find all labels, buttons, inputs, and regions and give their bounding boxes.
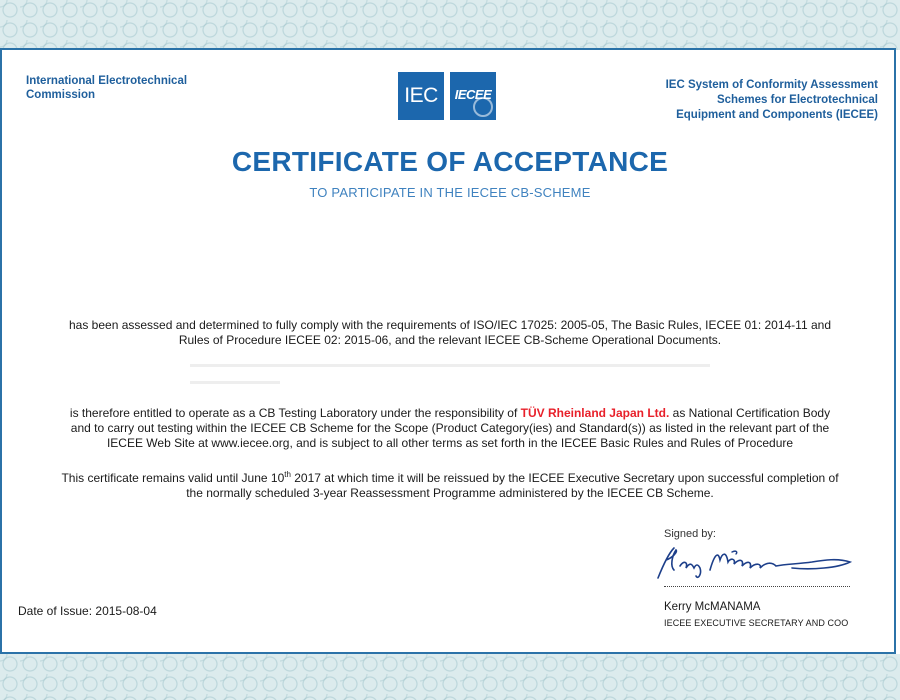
entitlement-line-1 [20,406,880,421]
validity-line-2: the normally scheduled 3-year Reassessment Programme administered by the IECEE CB Scheme. [186,486,714,500]
compliance-line-2: Rules of Procedure IECEE 02: 2015-06, and the relevant IECEE CB-Scheme Operational Documents. [178,333,722,347]
guilloche-border-top [0,0,900,50]
org-right-line-3: Equipment and Components (IECEE) [676,109,878,121]
issue-date-value: 2015-08-04 [95,604,157,618]
org-right-line-2: Schemes for Electrotechnical [716,94,878,106]
iecee-logo [450,72,496,120]
signature-line [664,586,850,587]
org-left-name [26,74,226,102]
org-left-line-1: International Electrotechnical [26,75,188,87]
entitlement-line-3: IECEE Web Site at www.iecee.org, and is subject to all other terms as set forth in the IECEE Basic Rules and Rules of Procedure [106,436,794,450]
validity-line-1-end: 2017 at which time it will be reissued by the IECEE Executive Secretary upon successful completion of [290,471,839,485]
org-right-name [618,78,878,123]
redacted-line [190,364,710,367]
certificate-title: CERTIFICATE OF ACCEPTANCE [231,146,669,177]
national-certification-body: TÜV Rheinland Japan Ltd. [520,406,670,420]
signed-by-label: Signed by: [664,528,716,540]
entitlement-line-1-end: as National Certification Body [669,406,831,420]
entitlement-line-2: and to carry out testing within the IECEE CB Scheme for the Scope (Product Category(ies) and Standard(s)) as listed in the relevant part of the [70,421,830,435]
iec-logo-text: IEC [404,84,438,107]
entitlement-paragraph [20,406,880,451]
date-of-issue [18,604,157,618]
entitlement-line-1-start: is therefore entitled to operate as a CB Testing Laboratory under the responsibility of [69,406,521,420]
iec-logo [398,72,444,120]
validity-line-1-start: This certificate remains valid until June 10 [61,471,285,485]
logo-group [398,72,500,122]
org-right-line-1: IEC System of Conformity Assessment [665,79,878,91]
guilloche-border-bottom [0,654,900,700]
signer-title: IECEE EXECUTIVE SECRETARY AND COO [664,618,849,628]
redacted-line-short [190,381,280,384]
issue-date-label: Date of Issue: [18,604,93,618]
signer-name: Kerry McMANAMA [664,601,761,613]
compliance-paragraph [20,318,880,348]
validity-paragraph [20,471,880,501]
org-left-line-2: Commission [26,89,96,101]
validity-line-1 [20,471,880,486]
validity-date-suffix: th [284,470,291,479]
certificate-subtitle: TO PARTICIPATE IN THE IECEE CB-SCHEME [309,185,591,200]
handwritten-signature [652,540,862,586]
iecee-logo-text: IECEE [454,86,492,102]
compliance-line-1: has been assessed and determined to fully comply with the requirements of ISO/IEC 17025: 2005-05, The Basic Rules, IECEE 01: 2014-11 and [69,318,831,332]
